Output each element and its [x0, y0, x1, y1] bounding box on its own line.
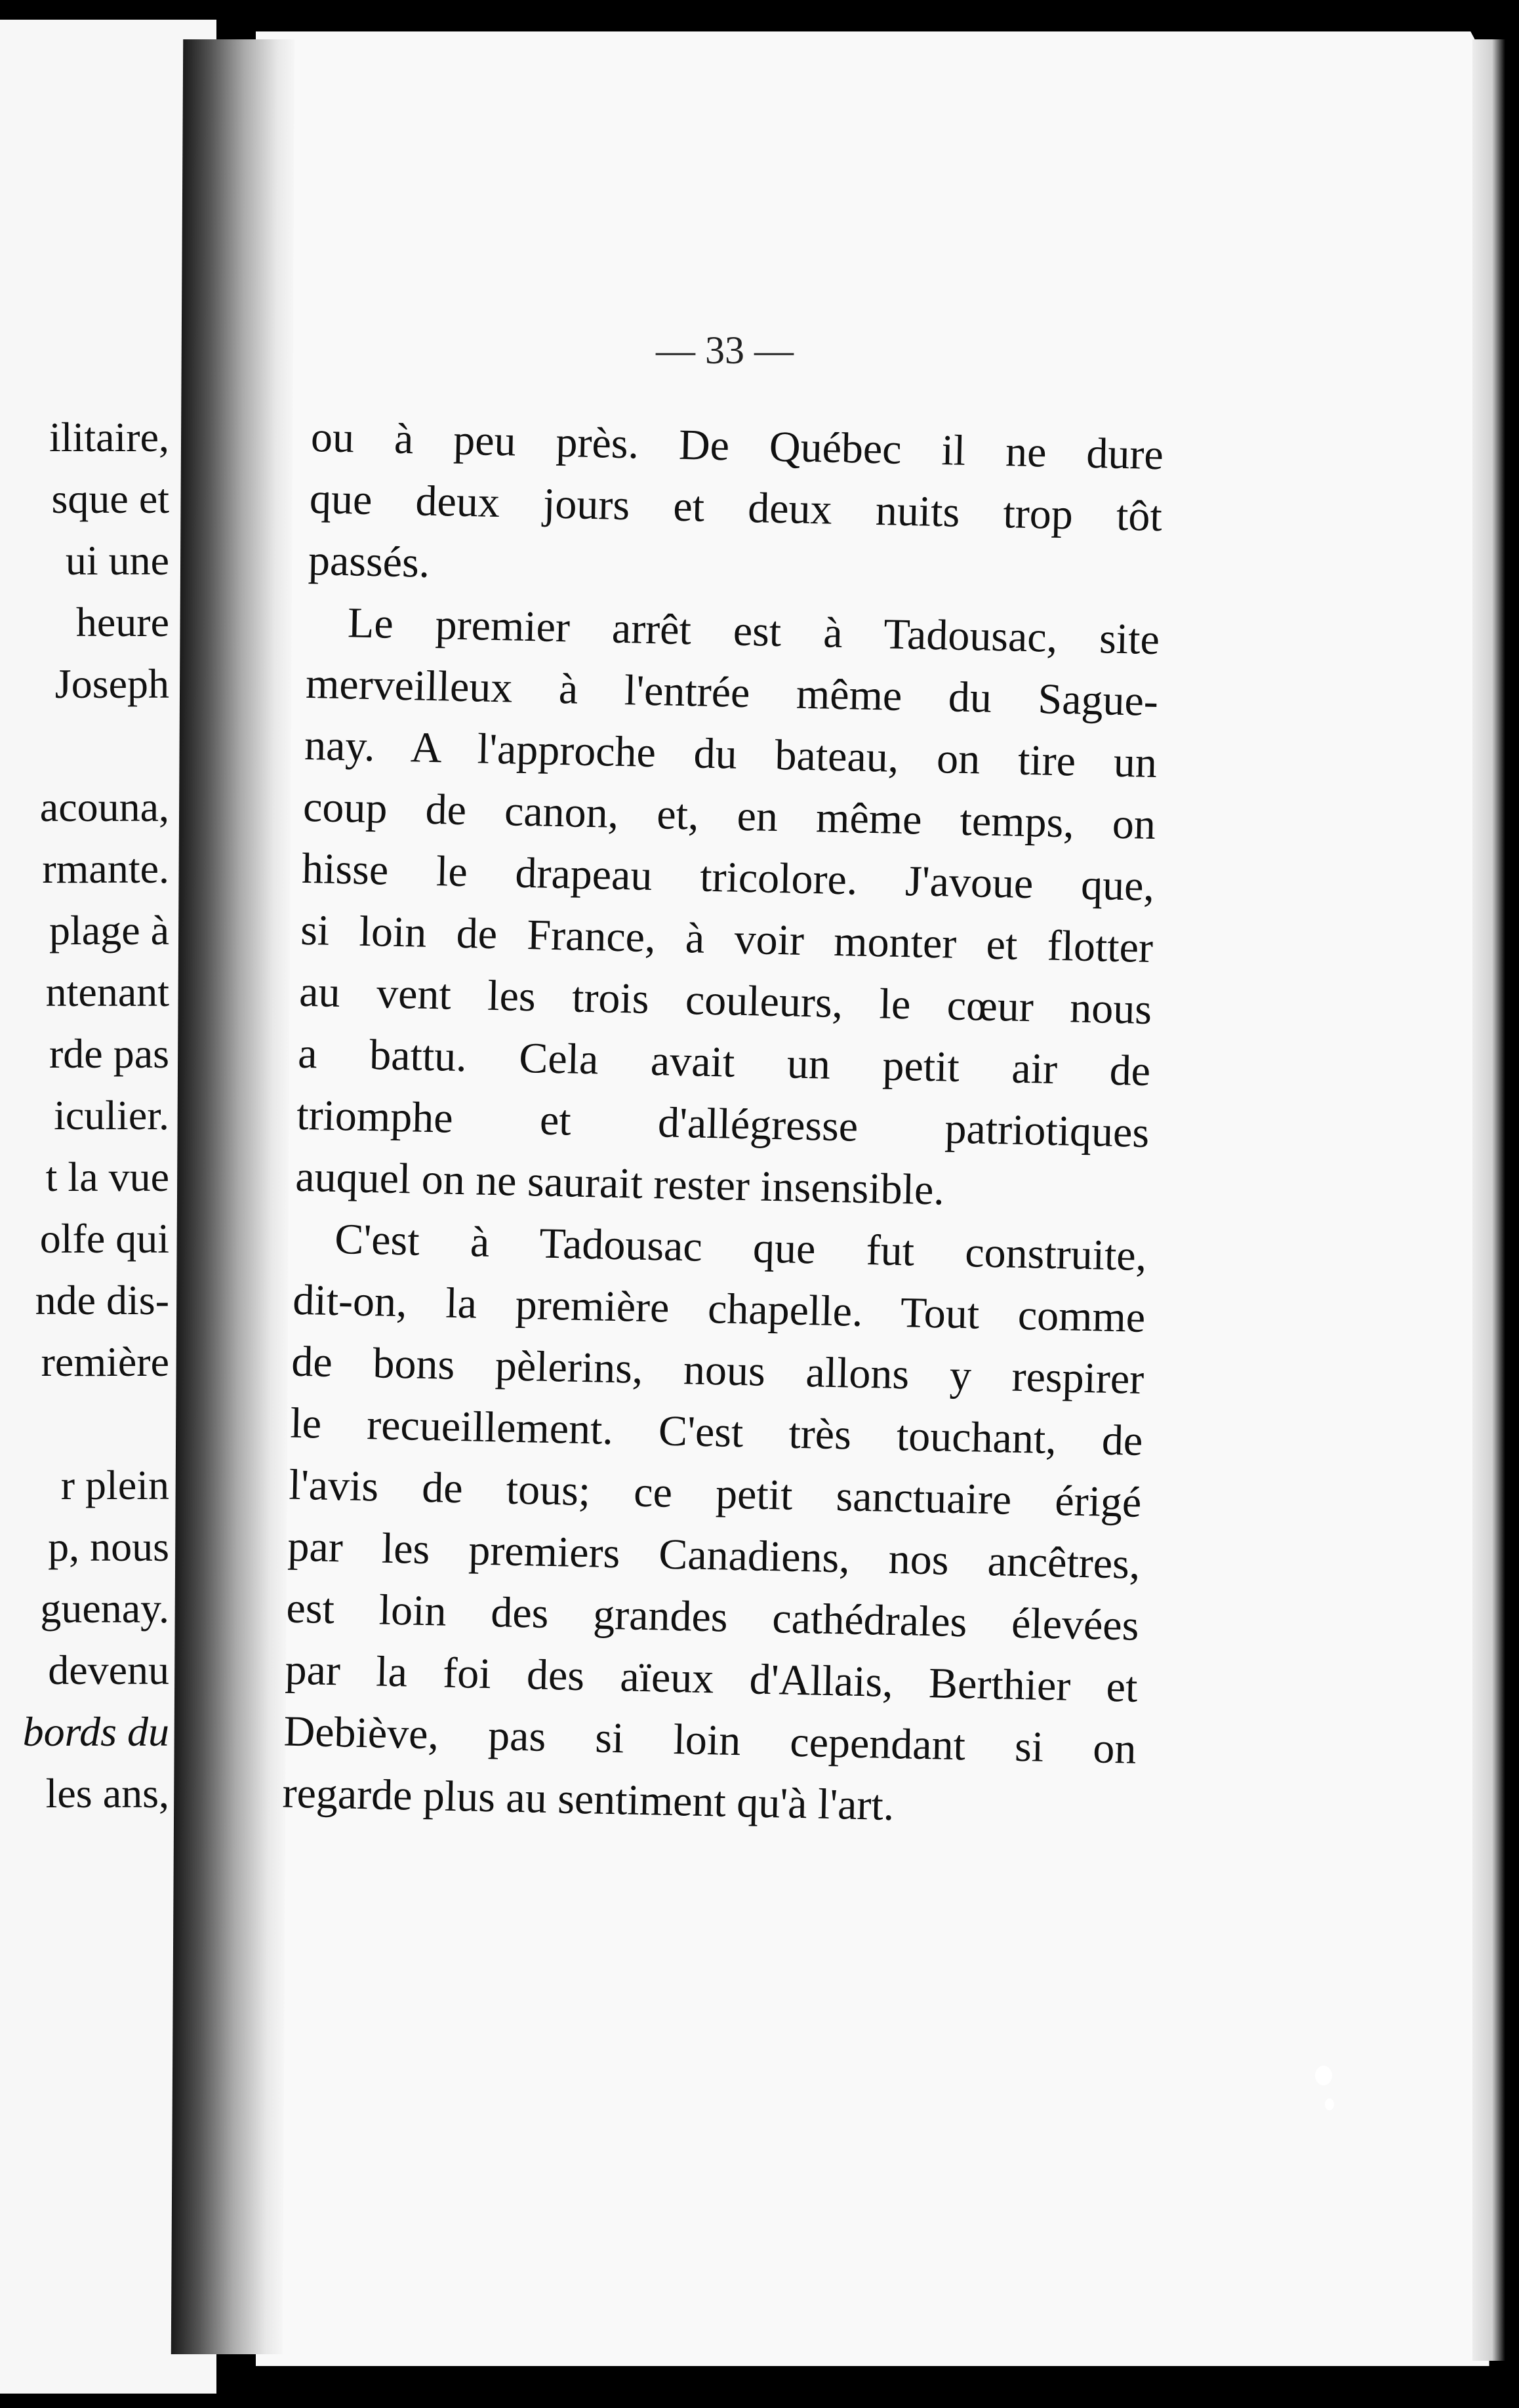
text-line: par les premiers Canadiens, nos ancêtres,: [287, 1522, 1141, 1588]
scan-speck: [1325, 2098, 1334, 2110]
text-line: nay. A l'approche du bateau, on tire un: [304, 721, 1158, 788]
left-line: t la vue: [45, 1154, 169, 1200]
text-line: a battu. Cela avait un petit air de: [297, 1029, 1151, 1096]
text-line: merveilleux à l'entrée même du Sague-: [305, 659, 1159, 726]
left-line: rmante.: [42, 845, 169, 892]
left-line: iculier.: [54, 1092, 169, 1138]
left-line: nde dis-: [35, 1277, 169, 1323]
left-line: devenu: [48, 1647, 169, 1693]
left-line: remière: [41, 1338, 169, 1385]
left-line: les ans,: [45, 1770, 169, 1816]
text-line: regarde plus au sentiment qu'à l'art.: [281, 1769, 895, 1830]
text-line: de bons pèlerins, nous allons y respirer: [291, 1337, 1144, 1403]
text-line: que deux jours et deux nuits trop tôt: [309, 474, 1163, 541]
left-line: r plein: [60, 1462, 169, 1508]
text-line: est loin des grandes cathédrales élevées: [285, 1584, 1140, 1650]
text-line: C'est à Tadousac que fut construite,: [334, 1215, 1147, 1280]
scan-speck: [1315, 2066, 1332, 2085]
left-line: sque et: [51, 475, 169, 522]
text-line: triomphe et d'allégresse patriotiques: [296, 1091, 1150, 1157]
text-line: au vent les trois couleurs, le cœur nous: [298, 967, 1152, 1034]
text-line: le recueillement. C'est très touchant, de: [289, 1399, 1144, 1465]
page-number: — 33 —: [656, 329, 794, 372]
text-line: Le premier arrêt est à Tadousac, site: [347, 599, 1160, 664]
left-line: ui une: [65, 537, 169, 584]
text-line: par la foi des aïeux d'Allais, Berthier et: [284, 1645, 1139, 1712]
text-line: ou à peu près. De Québec il ne dure: [310, 412, 1164, 479]
book-gutter-shadow: [171, 39, 294, 2354]
text-line: passés.: [308, 536, 430, 587]
left-line: olfe qui: [39, 1215, 169, 1262]
left-line: p, nous: [48, 1523, 169, 1570]
text-line: si loin de France, à voir monter et flotter: [300, 906, 1154, 973]
text-line: coup de canon, et, en même temps, on: [302, 782, 1156, 849]
left-line: ntenant: [45, 969, 169, 1015]
text-line: Debiève, pas si loin cependant si on: [283, 1707, 1137, 1773]
text-line: l'avis de tous; ce petit sanctuaire érigé: [288, 1460, 1143, 1527]
text-line: hisse le drapeau tricolore. J'avoue que,: [301, 844, 1155, 911]
left-line: ilitaire,: [49, 414, 169, 460]
left-line: bords du: [22, 1708, 169, 1755]
left-line: Joseph: [54, 660, 169, 707]
page-edge: [1472, 39, 1505, 2361]
left-line: guenay.: [40, 1585, 169, 1632]
text-line: auquel on ne saurait rester insensible.: [294, 1152, 945, 1214]
left-line: rde pas: [49, 1030, 169, 1077]
left-line: plage à: [49, 907, 169, 953]
text-line: dit-on, la première chapelle. Tout comme: [292, 1275, 1146, 1342]
left-line: acouna,: [39, 784, 169, 830]
left-line: heure: [75, 599, 169, 645]
